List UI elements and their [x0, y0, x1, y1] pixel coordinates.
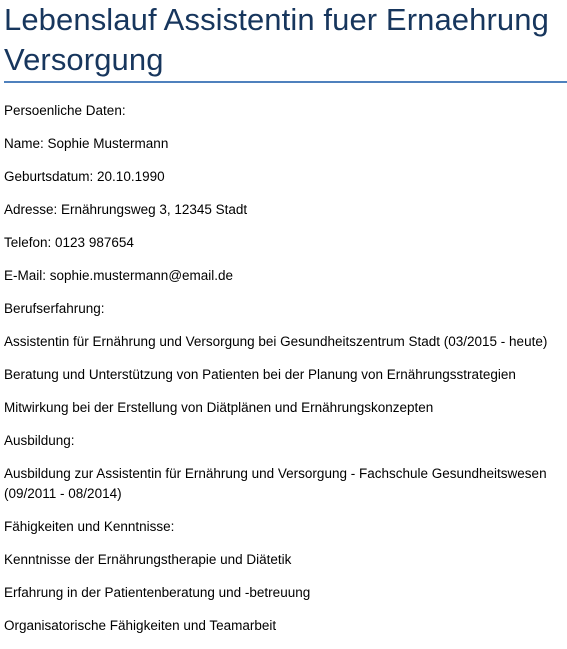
document-page [4, 0, 566, 80]
personal-name: Name: Sophie Mustermann [4, 136, 169, 151]
experience-position: Assistentin für Ernährung und Versorgung bei Gesundheitszentrum Stadt (03/2015 - heute) [4, 334, 548, 349]
section-heading-education: Ausbildung: [4, 433, 75, 448]
section-heading-skills: Fähigkeiten und Kenntnisse: [4, 519, 175, 534]
personal-phone: Telefon: 0123 987654 [4, 235, 134, 250]
section-heading-experience: Berufserfahrung: [4, 301, 105, 316]
personal-birthdate: Geburtsdatum: 20.10.1990 [4, 169, 165, 184]
experience-task-2: Mitwirkung bei der Erstellung von Diätplänen und Ernährungskonzepten [4, 400, 434, 415]
personal-address: Adresse: Ernährungsweg 3, 12345 Stadt [4, 202, 248, 217]
education-entry: Ausbildung zur Assistentin für Ernährung und Versorgung - Fachschule Gesundheitswesen (09/2011 - 08/2014) [4, 466, 547, 501]
skill-item-2: Erfahrung in der Patientenberatung und -betreuung [4, 585, 311, 600]
skill-item-1: Kenntnisse der Ernährungstherapie und Diätetik [4, 552, 292, 567]
section-heading-personal: Persoenliche Daten: [4, 103, 126, 118]
document-title: Lebenslauf Assistentin fuer Ernaehrung Versorgung [4, 2, 549, 77]
personal-email: E-Mail: sophie.mustermann@email.de [4, 268, 234, 283]
experience-task-1: Beratung und Unterstützung von Patienten bei der Planung von Ernährungsstrategien [4, 367, 516, 382]
title-divider [4, 81, 567, 83]
skill-item-3: Organisatorische Fähigkeiten und Teamarbeit [4, 618, 277, 633]
document-body [4, 101, 566, 649]
